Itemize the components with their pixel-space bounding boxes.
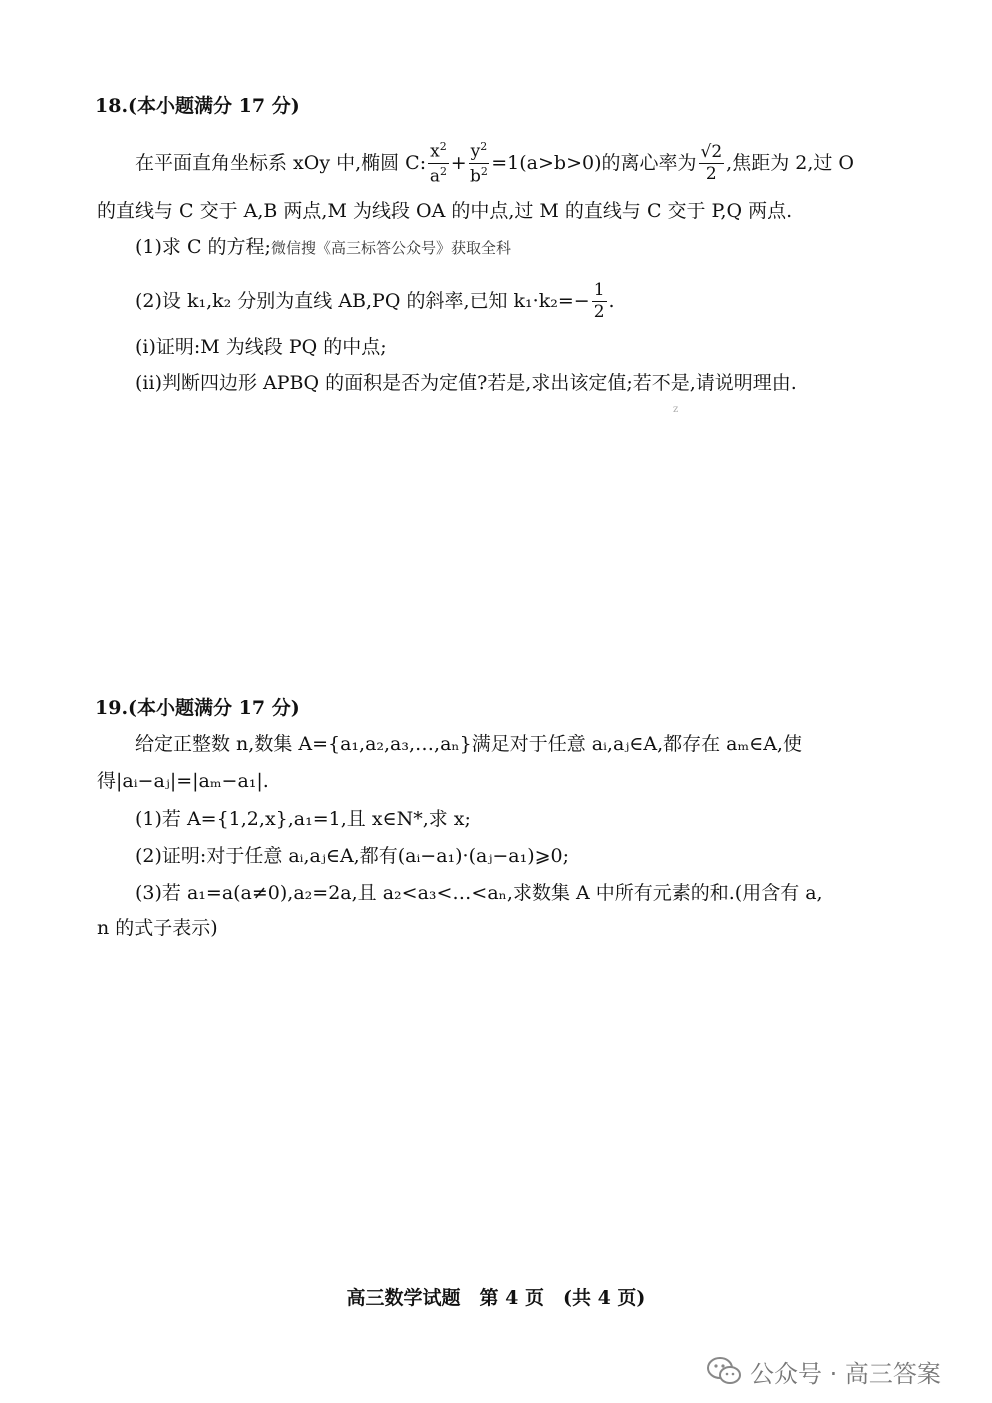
q18-eccentricity-fraction <box>699 141 725 184</box>
q18-stem-pre: 在平面直角坐标系 xOy 中,椭圆 C: <box>135 152 427 174</box>
q18-part-2-ii: (ii)判断四边形 APBQ 的面积是否为定值?若是,求出该定值;若不是,请说明理由. <box>135 372 797 394</box>
q18-frac1-num-exp: 2 <box>439 139 447 153</box>
q18-fraction-y <box>469 141 490 185</box>
q18-plus: + <box>450 152 467 174</box>
q18-part-1 <box>135 234 511 261</box>
q19-part-3-line-2: n 的式子表示) <box>97 917 218 939</box>
watermark-text: 公众号 · 高三答案 <box>750 1359 941 1388</box>
q18-stem-mid: =1(a>b>0)的离心率为 <box>491 152 697 174</box>
q18-frac2-den-exp: 2 <box>480 164 488 178</box>
q18-half-fraction <box>592 279 607 322</box>
q19-part-1: (1)若 A={1,2,x},a₁=1,且 x∈N*,求 x; <box>135 808 471 830</box>
q18-half-num: 1 <box>593 279 605 300</box>
q18-frac1-den-exp: 2 <box>439 164 447 178</box>
q18-part1-note: 微信搜《高三标答公众号》获取全科 <box>270 239 511 257</box>
q18-frac2-num-exp: 2 <box>480 139 488 153</box>
q18-part-2 <box>135 276 615 324</box>
q18-ecc-den: 2 <box>705 163 717 184</box>
q18-part2-pre: (2)设 k₁,k₂ 分别为直线 AB,PQ 的斜率,已知 k₁·k₂=− <box>135 290 590 312</box>
q19-stem-line-1: 给定正整数 n,数集 A={a₁,a₂,a₃,…,aₙ}满足对于任意 aᵢ,aⱼ∈A,都存在 aₘ∈A,使 <box>135 733 802 755</box>
q18-frac1-den: a <box>429 166 440 187</box>
q18-stem-line-1 <box>135 138 854 186</box>
q18-fraction-x <box>428 141 449 185</box>
q18-header: 18.(本小题满分 17 分) <box>95 95 300 117</box>
q18-stem-line-2: 的直线与 C 交于 A,B 两点,M 为线段 OA 的中点,过 M 的直线与 C 交于 P,Q 两点. <box>97 200 793 222</box>
q19-stem-line-2: 得|aᵢ−aⱼ|=|aₘ−a₁|. <box>97 770 269 792</box>
q19-header: 19.(本小题满分 17 分) <box>95 697 300 719</box>
q18-stem-post: ,焦距为 2,过 O <box>726 152 854 174</box>
watermark <box>706 1351 941 1391</box>
q18-frac2-den: b <box>470 166 481 187</box>
q18-frac2-num: y <box>470 141 481 162</box>
q18-part1-text: (1)求 C 的方程; <box>135 236 271 258</box>
q18-part-2-i: (i)证明:M 为线段 PQ 的中点; <box>135 336 387 358</box>
q19-part-2: (2)证明:对于任意 aᵢ,aⱼ∈A,都有(aᵢ−a₁)·(aⱼ−a₁)⩾0; <box>135 845 570 867</box>
q18-half-den: 2 <box>593 301 605 322</box>
page-footer: 高三数学试题 第 4 页 (共 4 页) <box>346 1287 646 1309</box>
q19-part-3-line-1: (3)若 a₁=a(a≠0),a₂=2a,且 a₂<a₃<…<aₙ,求数集 A 中所有元素的和.(用含有 a, <box>135 882 823 904</box>
scan-speck: z <box>673 404 679 415</box>
q18-part2-post: . <box>608 290 615 312</box>
q18-ecc-num: √2 <box>700 141 723 162</box>
q18-frac1-num: x <box>430 141 440 162</box>
wechat-icon <box>706 1356 742 1386</box>
